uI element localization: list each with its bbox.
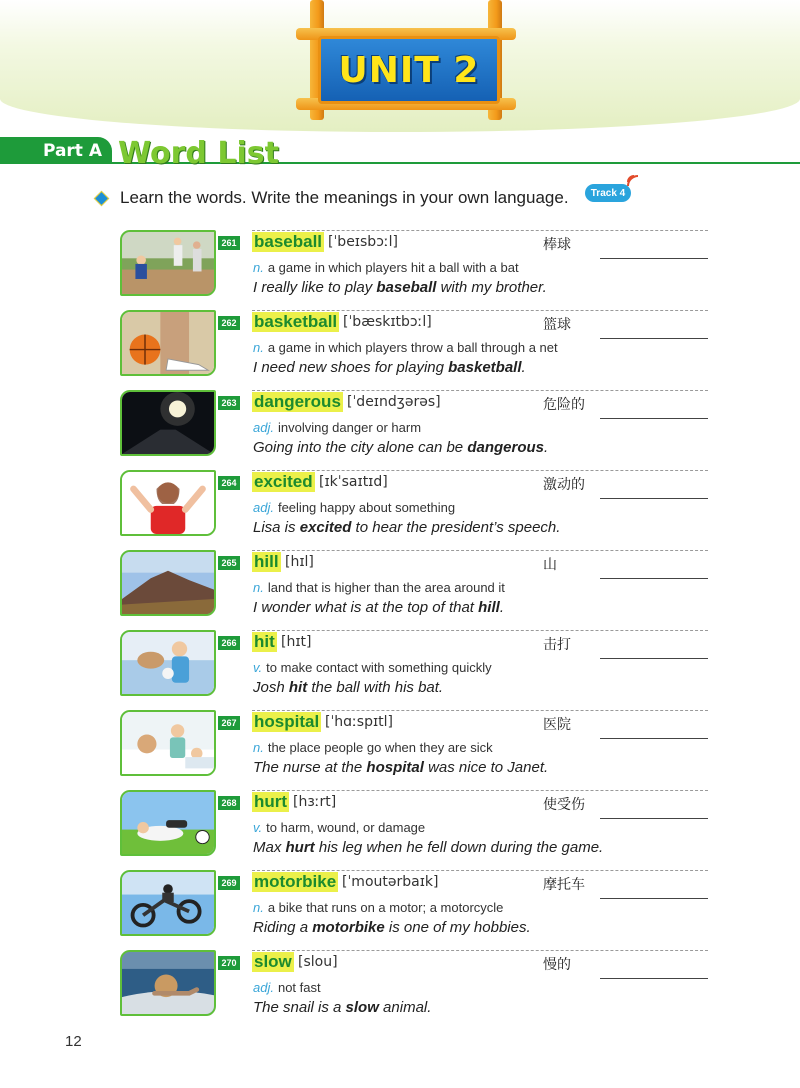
part-label: Part A (42, 140, 102, 161)
example-sentence (253, 359, 526, 376)
entry-translation: 使受伤 (543, 797, 585, 813)
track-button[interactable]: Track 4 (585, 184, 631, 202)
entry-word: hospital (254, 712, 320, 731)
example-sentence (253, 599, 504, 616)
definition-text: a game in which players throw a ball through a net (267, 340, 558, 355)
sentence-start: Riding a (253, 919, 313, 936)
unit-sign (296, 0, 516, 130)
sentence-keyword: excited (299, 519, 352, 536)
unit-board (318, 36, 500, 104)
dashed-divider (252, 710, 708, 711)
diamond-bullet-icon (94, 191, 110, 207)
dashed-divider (252, 790, 708, 791)
sentence-start: The nurse at the (253, 759, 367, 776)
definition-text: feeling happy about something (277, 500, 456, 515)
entry-phonetic: [ɪkˈsaɪtɪd] (319, 474, 388, 490)
meaning-blank-line[interactable] (600, 498, 708, 499)
sentence-start: I need new shoes for playing (253, 359, 449, 376)
part-tab (0, 137, 112, 164)
sentence-start: Josh (253, 679, 289, 696)
sentence-end: the ball with his bat. (307, 679, 444, 696)
sentence-start: The snail is a (253, 999, 346, 1016)
meaning-blank-line[interactable] (600, 978, 708, 979)
entry-word: hit (254, 632, 275, 651)
excited-woman-photo (120, 470, 216, 536)
word-entry (0, 950, 800, 1020)
entry-number: 269 (218, 876, 240, 890)
baseball-players-photo (120, 230, 216, 296)
sentence-keyword: hospital (366, 759, 424, 776)
sentence-keyword: slow (345, 999, 379, 1016)
entry-phonetic: [ˈbæskɪtbɔːl] (343, 314, 432, 330)
sentence-end: . (544, 439, 549, 456)
dashed-divider (252, 870, 708, 871)
entry-phonetic: [slou] (298, 954, 338, 970)
sentence-keyword: baseball (376, 279, 437, 296)
entry-phonetic: [hɪt] (281, 634, 312, 650)
word-entry (0, 310, 800, 380)
part-of-speech: adj. (253, 980, 274, 995)
sentence-start: Going into the city alone can be (253, 439, 468, 456)
sentence-end: is one of my hobbies. (384, 919, 531, 936)
sentence-keyword: hill (478, 599, 500, 616)
sentence-end: . (521, 359, 526, 376)
meaning-blank-line[interactable] (600, 338, 708, 339)
sentence-end: was nice to Janet. (423, 759, 549, 776)
entry-word: basketball (254, 312, 338, 331)
entry-phonetic: [ˈbeɪsbɔːl] (328, 234, 398, 250)
part-of-speech: v. (253, 820, 263, 835)
meaning-blank-line[interactable] (600, 898, 708, 899)
sentence-end: his leg when he fell down during the game. (314, 839, 604, 856)
entry-definition (253, 420, 421, 435)
audio-wave-icon (626, 172, 642, 188)
definition-text: a game in which players hit a ball with a bat (267, 260, 519, 275)
definition-text: the place people go when they are sick (267, 740, 493, 755)
entry-translation: 慢的 (543, 957, 571, 973)
entry-phonetic: [ˈmoutərbaɪk] (342, 874, 439, 890)
part-of-speech: adj. (253, 420, 274, 435)
page-number: 12 (65, 1033, 82, 1050)
entry-definition (253, 340, 558, 355)
dashed-divider (252, 390, 708, 391)
definition-text: a bike that runs on a motor; a motorcycle (267, 900, 504, 915)
dashed-divider (252, 470, 708, 471)
entry-phonetic: [ˈdeɪndʒərəs] (347, 394, 441, 410)
entry-translation: 激动的 (543, 477, 585, 493)
meaning-blank-line[interactable] (600, 738, 708, 739)
word-entry (0, 550, 800, 620)
basketball-photo (120, 310, 216, 376)
word-entry (0, 470, 800, 540)
example-sentence (253, 839, 603, 856)
definition-text: to harm, wound, or damage (266, 820, 426, 835)
meaning-blank-line[interactable] (600, 258, 708, 259)
entry-definition (253, 260, 519, 275)
snail-photo (120, 950, 216, 1016)
word-entry (0, 870, 800, 940)
entry-translation: 危险的 (543, 397, 585, 413)
sentence-end: . (499, 599, 504, 616)
definition-text: to make contact with something quickly (266, 660, 492, 675)
sentence-start: I wonder what is at the top of that (253, 599, 479, 616)
dashed-divider (252, 630, 708, 631)
example-sentence (253, 919, 531, 936)
sentence-start: I really like to play (253, 279, 377, 296)
entry-number: 265 (218, 556, 240, 570)
part-of-speech: n. (253, 580, 264, 595)
example-sentence (253, 439, 548, 456)
entry-definition (253, 580, 505, 595)
sentence-keyword: hurt (285, 839, 315, 856)
word-entry (0, 630, 800, 700)
part-of-speech: adj. (253, 500, 274, 515)
entry-word: excited (254, 472, 313, 491)
sentence-end: with my brother. (436, 279, 547, 296)
dashed-divider (252, 310, 708, 311)
entry-word: dangerous (254, 392, 341, 411)
sentence-end: to hear the president’s speech. (351, 519, 561, 536)
entry-definition (253, 500, 455, 515)
example-sentence (253, 279, 547, 296)
definition-text: involving danger or harm (277, 420, 422, 435)
sentence-end: animal. (378, 999, 432, 1016)
unit-title: UNIT 2 (338, 49, 480, 91)
section-title: Word List (118, 136, 279, 171)
instruction-text: Learn the words. Write the meanings in your own language. (120, 188, 569, 207)
part-of-speech: n. (253, 340, 264, 355)
word-entry (0, 230, 800, 300)
entry-phonetic: [hɪl] (285, 554, 314, 570)
part-of-speech: n. (253, 740, 264, 755)
example-sentence (253, 519, 560, 536)
sentence-keyword: basketball (448, 359, 522, 376)
hill-photo (120, 550, 216, 616)
entry-number: 263 (218, 396, 240, 410)
definition-text: not fast (277, 980, 321, 995)
entry-number: 268 (218, 796, 240, 810)
entry-word: motorbike (254, 872, 337, 891)
meaning-blank-line[interactable] (600, 818, 708, 819)
meaning-blank-line[interactable] (600, 418, 708, 419)
example-sentence (253, 759, 548, 776)
entry-number: 262 (218, 316, 240, 330)
entry-translation: 山 (543, 557, 557, 573)
entry-number: 267 (218, 716, 240, 730)
entry-definition (253, 740, 493, 755)
dark-street-photo (120, 390, 216, 456)
entry-word: hill (254, 552, 279, 571)
dashed-divider (252, 550, 708, 551)
entry-translation: 击打 (543, 637, 571, 653)
part-of-speech: v. (253, 660, 263, 675)
entry-translation: 摩托车 (543, 877, 585, 893)
definition-text: land that is higher than the area around it (267, 580, 505, 595)
entry-number: 266 (218, 636, 240, 650)
entry-word: slow (254, 952, 292, 971)
entry-definition (253, 900, 503, 915)
sentence-keyword: hit (288, 679, 308, 696)
word-entry (0, 390, 800, 460)
word-entry (0, 710, 800, 780)
entry-phonetic: [hɜːrt] (293, 794, 337, 810)
boy-batting-photo (120, 630, 216, 696)
hospital-photo (120, 710, 216, 776)
sentence-keyword: dangerous (467, 439, 544, 456)
meaning-blank-line[interactable] (600, 578, 708, 579)
entry-definition (253, 660, 492, 675)
entry-translation: 棒球 (543, 237, 571, 253)
meaning-blank-line[interactable] (600, 658, 708, 659)
entry-number: 264 (218, 476, 240, 490)
entry-number: 261 (218, 236, 240, 250)
example-sentence (253, 999, 431, 1016)
entry-translation: 篮球 (543, 317, 571, 333)
entry-definition (253, 980, 321, 995)
entry-number: 270 (218, 956, 240, 970)
entry-word: hurt (254, 792, 288, 811)
example-sentence (253, 679, 443, 696)
dashed-divider (252, 950, 708, 951)
entry-word: baseball (254, 232, 323, 251)
word-entry (0, 790, 800, 860)
motorbike-jump-photo (120, 870, 216, 936)
sentence-keyword: motorbike (312, 919, 385, 936)
sentence-start: Max (253, 839, 286, 856)
entry-definition (253, 820, 425, 835)
part-of-speech: n. (253, 900, 264, 915)
entry-phonetic: [ˈhɑːspɪtl] (325, 714, 394, 730)
part-of-speech: n. (253, 260, 264, 275)
soccer-injury-photo (120, 790, 216, 856)
sentence-start: Lisa is (253, 519, 300, 536)
entry-translation: 医院 (543, 717, 571, 733)
dashed-divider (252, 230, 708, 231)
